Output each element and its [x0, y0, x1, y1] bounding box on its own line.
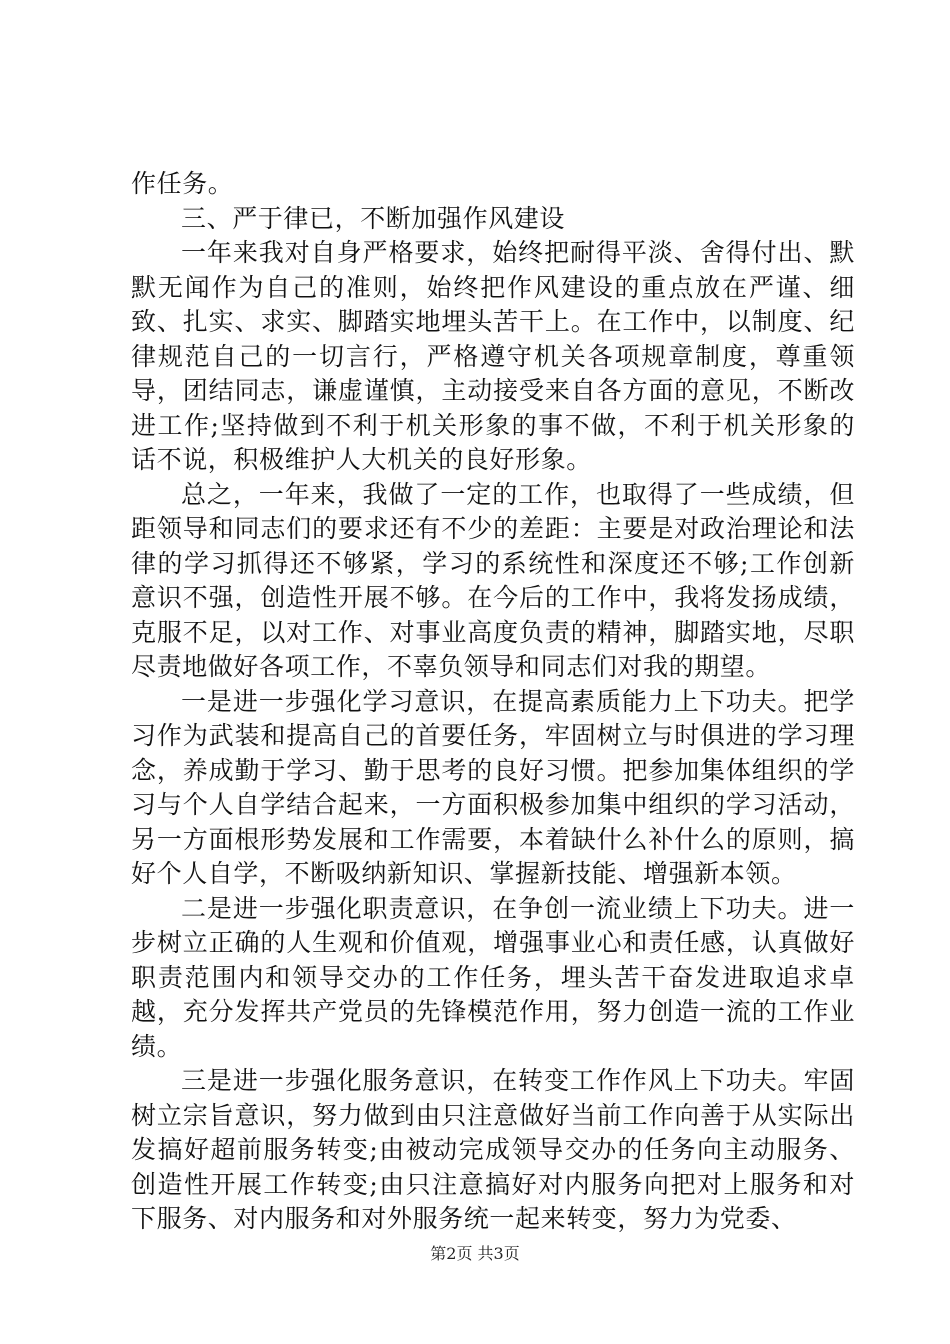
section-heading: 三、严于律已，不断加强作风建设	[181, 203, 566, 233]
paragraph-summary: 总之，一年来，我做了一定的工作，也取得了一些成绩，但距领导和同志们的要求还有不少的差距：主要是对政治理论和法律的学习抓得还不够紧，学习的系统性和深度还不够;工作创新意识不强，创造性开展不够。在今后的工作中，我将发扬成绩，克服不足，以对工作、对事业高度负责的精神，脚踏实地，尽职尽责地做好各项工作，不辜负领导和同志们对我的期望。	[131, 479, 855, 681]
paragraph-continuation: 作任务。	[131, 169, 234, 198]
document-body	[131, 167, 855, 1237]
paragraph-study-awareness: 一是进一步强化学习意识，在提高素质能力上下功夫。把学习作为武装和提高自己的首要任务，牢固树立与时俱进的学习理念，养成勤于学习、勤于思考的良好习惯。把参加集体组织的学习与个人自学结合起来，一方面积极参加集中组织的学习活动，另一方面根形势发展和工作需要，本着缺什么补什么的原则，搞好个人自学，不断吸纳新知识、掌握新技能、增强新本领。	[131, 686, 855, 888]
paragraph-duty-awareness: 二是进一步强化职责意识，在争创一流业绩上下功夫。进一步树立正确的人生观和价值观，增强事业心和责任感，认真做好职责范围内和领导交办的工作任务，埋头苦干奋发进取追求卓越，充分发挥共产党员的先锋模范作用，努力创造一流的工作业绩。	[131, 893, 855, 1061]
page-footer: 第2页 共3页	[430, 1244, 520, 1263]
paragraph-work-style: 一年来我对自身严格要求，始终把耐得平淡、舍得付出、默默无闻作为自己的准则，始终把作风建设的重点放在严谨、细致、扎实、求实、脚踏实地埋头苦干上。在工作中，以制度、纪律规范自己的一切言行，严格遵守机关各项规章制度，尊重领导，团结同志，谦虚谨慎，主动接受来自各方面的意见，不断改进工作;坚持做到不利于机关形象的事不做，不利于机关形象的话不说，积极维护人大机关的良好形象。	[131, 238, 855, 474]
paragraph-service-awareness: 三是进一步强化服务意识，在转变工作作风上下功夫。牢固树立宗旨意识，努力做到由只注意做好当前工作向善于从实际出发搞好超前服务转变;由被动完成领导交办的任务向主动服务、创造性开展工作转变;由只注意搞好对内服务向把对上服务和对下服务、对内服务和对外服务统一起来转变，努力为党委、	[131, 1066, 855, 1233]
